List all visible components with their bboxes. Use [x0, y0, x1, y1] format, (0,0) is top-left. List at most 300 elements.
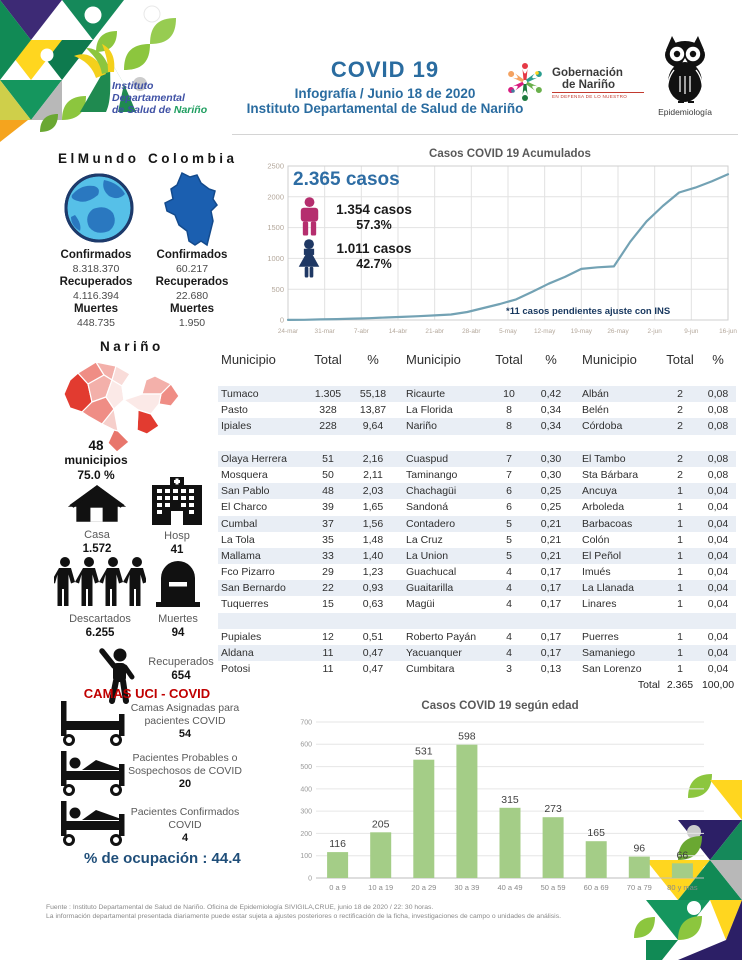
table-cell: 0,47: [350, 645, 396, 661]
table-cell: El Charco: [221, 501, 268, 514]
colombia-recuperados-value: 22.680: [175, 289, 209, 302]
table-cell: Ancuya: [572, 483, 660, 499]
table-cell: Cuaspud: [396, 451, 488, 467]
svg-text:80 y mas: 80 y mas: [667, 883, 698, 892]
table-cell: Mallama: [218, 548, 306, 564]
table-cell: 2: [660, 451, 700, 467]
house-icon: [66, 482, 128, 524]
male-cases-value: 1.354 casos: [336, 202, 412, 217]
table-cell: 0,21: [540, 533, 562, 546]
table-cell: Pasto: [221, 404, 248, 417]
table-cell: 0,08: [700, 386, 736, 402]
table-cell: 2: [677, 404, 683, 417]
tombstone-icon: [151, 558, 205, 608]
table-cell: 4: [506, 630, 512, 643]
table-cell: 2: [677, 468, 683, 481]
table-cell: Tuquerres: [221, 598, 269, 611]
female-icon: [294, 239, 324, 278]
female-cases-pct: 42.7%: [356, 257, 392, 271]
table-header-municipio-3: Municipio: [582, 352, 637, 367]
footer: [46, 903, 646, 921]
gobernacion-tagline: EN DEFENSA DE LO NUESTRO: [552, 92, 644, 99]
table-cell: 4: [506, 566, 512, 579]
table-cell: Cumbal: [218, 516, 306, 532]
table-cell-empty: [350, 435, 396, 451]
recuperados-label: Recuperados: [148, 656, 214, 668]
table-header-municipio-1: Municipio: [221, 352, 276, 367]
svg-text:315: 315: [501, 793, 519, 806]
table-cell: 0,04: [707, 630, 729, 643]
table-cell: 0,04: [707, 663, 729, 676]
table-cell: La Union: [396, 548, 488, 564]
svg-text:31-mar: 31-mar: [314, 328, 335, 335]
table-cell: Guaitarilla: [396, 580, 488, 596]
table-cell: 7: [488, 451, 530, 467]
world-recuperados-label: Recuperados: [59, 276, 133, 288]
header-divider: [232, 134, 738, 135]
svg-text:1500: 1500: [267, 223, 284, 233]
table-cell: 1: [677, 663, 683, 676]
ocupacion-text: % de ocupación : 44.4: [84, 850, 241, 867]
table-cell: 4: [506, 598, 512, 611]
table-cell: El Tambo: [572, 451, 660, 467]
table-cell: 0,30: [540, 468, 562, 481]
camas-item-2-label: Pacientes Probables o Sospechosos de COVID: [128, 752, 242, 777]
table-cell: Guachucal: [406, 566, 457, 579]
svg-text:600: 600: [300, 741, 312, 749]
svg-text:531: 531: [415, 745, 433, 758]
table-cell: 0,04: [707, 501, 729, 514]
svg-text:21-abr: 21-abr: [425, 328, 444, 335]
owl-icon: [652, 36, 718, 104]
table-cell: Arboleda: [582, 501, 625, 514]
table-cell: 1,23: [362, 566, 384, 579]
female-cases-value: 1.011 casos: [336, 241, 412, 256]
camas-item-1-value: 54: [178, 728, 192, 740]
table-cell: Linares: [582, 598, 617, 611]
table-cell: Pupiales: [221, 630, 262, 643]
colombia-confirmados-label: Confirmados: [156, 249, 228, 261]
age-chart-title: Casos COVID 19 según edad: [421, 700, 579, 712]
world-confirmados-label: Confirmados: [60, 249, 132, 261]
table-cell-empty: [306, 677, 350, 693]
table-cell: 0,42: [530, 386, 572, 402]
descartados-stat: [52, 556, 148, 640]
table-cell: 9,64: [350, 418, 396, 434]
table-cell: 0,25: [540, 501, 562, 514]
table-cell: 1,65: [362, 501, 384, 514]
table-cell-empty: [218, 435, 306, 451]
camas-item-3: [126, 806, 244, 845]
svg-text:100: 100: [300, 853, 312, 861]
svg-text:598: 598: [458, 730, 476, 743]
table-cell: 1,48: [362, 533, 384, 546]
footer-line2: La información departamental presentada diariamente puede estar sujeta a ajustes posteriores o rectificación de la ficha, investigaciones de campo o unidades de análisis.: [46, 913, 561, 920]
table-cell: 33: [306, 548, 350, 564]
table-cell: 0,08: [700, 418, 736, 434]
table-cell: 1: [660, 580, 700, 596]
camas-item-2: [118, 752, 252, 791]
page-title: COVID 19: [330, 57, 440, 82]
table-cell: 0,04: [700, 580, 736, 596]
colombia-confirmados-value: 60.217: [175, 262, 209, 275]
table-header-total-1: Total: [314, 352, 342, 367]
table-cell: Ricaurte: [396, 386, 488, 402]
table-cell: Olaya Herrera: [218, 451, 306, 467]
svg-text:500: 500: [300, 763, 312, 771]
empty-bed-icon: [58, 700, 128, 746]
table-cell-empty: [218, 613, 306, 629]
svg-text:14-abr: 14-abr: [388, 328, 408, 335]
muertes-stat: [146, 558, 210, 640]
table-cell: 0,13: [540, 663, 562, 676]
table-cell: 0,34: [530, 418, 572, 434]
municipios-pct: 75.0 %: [77, 468, 115, 482]
world-heading: ElMundo: [58, 151, 140, 166]
table-cell-empty: [530, 677, 572, 693]
colombia-recuperados-label: Recuperados: [155, 276, 229, 288]
table-cell: 0,25: [530, 483, 572, 499]
table-cell: 1: [660, 645, 700, 661]
svg-text:60 a 69: 60 a 69: [583, 883, 609, 892]
table-cell: 2,11: [363, 468, 383, 481]
table-cell: 1,40: [350, 548, 396, 564]
camas-item-3-value: 4: [181, 832, 189, 844]
table-cell-empty: [350, 677, 396, 693]
table-cell: 0,47: [362, 663, 384, 676]
world-confirmados-value: 8.318.370: [72, 262, 120, 275]
recuperados-stat: [138, 656, 224, 683]
table-cell: 48: [306, 483, 350, 499]
total-cases-label: 2.365 casos: [293, 169, 400, 190]
table-cell: 0,08: [707, 468, 729, 481]
colombia-muertes-label: Muertes: [169, 303, 215, 315]
svg-text:10 a 19: 10 a 19: [368, 883, 394, 892]
svg-text:9-jun: 9-jun: [684, 328, 699, 335]
svg-text:30 a 39: 30 a 39: [454, 883, 480, 892]
table-cell: La Llanada: [572, 580, 660, 596]
table-cell-empty: [306, 435, 350, 451]
table-cell: San Pablo: [218, 483, 306, 499]
table-cell: Roberto Payán: [406, 630, 477, 643]
svg-text:7-abr: 7-abr: [353, 328, 369, 335]
table-cell: 1: [677, 598, 683, 611]
male-cases-block: [326, 202, 422, 232]
casa-label: Casa: [84, 529, 110, 541]
camas-title: CAMAS UCI - COVID: [83, 686, 211, 701]
table-cell: Yacuanquer: [396, 645, 488, 661]
colombia-heading: Colombia: [148, 151, 238, 166]
municipios-word: municipios: [64, 453, 128, 467]
table-cell: 1: [660, 516, 700, 532]
table-cell: 5: [488, 548, 530, 564]
world-muertes-label: Muertes: [73, 303, 119, 315]
table-cell: 0,04: [707, 566, 729, 579]
table-cell: Mosquera: [221, 468, 268, 481]
table-cell: Sta Bárbara: [582, 468, 639, 481]
svg-text:165: 165: [587, 827, 605, 840]
table-cell: Chachagüi: [396, 483, 488, 499]
gobernacion-line1: Gobernación: [552, 67, 623, 79]
muertes-label: Muertes: [158, 613, 198, 625]
table-cell: Ipiales: [218, 418, 306, 434]
table-cell: 35: [322, 533, 334, 546]
table-cell: Aldana: [218, 645, 306, 661]
svg-text:96: 96: [633, 842, 646, 855]
svg-text:40 a 49: 40 a 49: [497, 883, 523, 892]
svg-text:700: 700: [300, 719, 312, 727]
svg-text:273: 273: [544, 803, 562, 816]
camas-item-1-label: Camas Asignadas para pacientes COVID: [130, 702, 240, 727]
world-stats: [42, 249, 150, 330]
table-cell-empty: [396, 677, 488, 693]
table-cell: Belén: [582, 404, 609, 417]
table-cell: Albán: [572, 386, 660, 402]
table-cell-empty: [488, 677, 530, 693]
table-cell-empty: [350, 613, 396, 629]
table-cell: 0,04: [700, 548, 736, 564]
table-cell: 4: [488, 645, 530, 661]
svg-text:2000: 2000: [267, 192, 284, 202]
table-header-pct-2: %: [545, 352, 557, 367]
table-cell: Imués: [582, 566, 611, 579]
table-cell: Nariño: [396, 418, 488, 434]
narino-municipios-block: [50, 438, 142, 483]
age-chart-svg: [290, 712, 712, 894]
svg-text:20 a 29: 20 a 29: [411, 883, 437, 892]
colombia-map-icon: [156, 170, 222, 250]
gobernacion-line2: de Nariño: [562, 79, 616, 91]
table-cell-empty: [660, 435, 700, 451]
table-cell: El Peñol: [572, 548, 660, 564]
table-cell: 1: [677, 501, 683, 514]
descartados-label: Descartados: [69, 613, 131, 625]
camas-item-1: [126, 702, 244, 741]
table-cell: 0,17: [530, 645, 572, 661]
table-cell: 1: [660, 548, 700, 564]
svg-text:24-mar: 24-mar: [277, 328, 299, 335]
hosp-stat: [142, 477, 212, 557]
table-cell: 6: [488, 483, 530, 499]
table-cell: 0,21: [530, 548, 572, 564]
table-cell: 0,04: [707, 533, 729, 546]
table-cell: Sandoná: [406, 501, 449, 514]
table-cell: San Lorenzo: [582, 663, 642, 676]
table-cell: 0,17: [540, 566, 562, 579]
table-cell: 1: [677, 630, 683, 643]
svg-text:66: 66: [676, 849, 689, 862]
svg-text:500: 500: [271, 284, 284, 294]
table-total-cell: 100,00: [701, 679, 735, 692]
epidemiologia-label: Epidemiología: [658, 107, 712, 117]
gobernacion-logo-text: [552, 67, 644, 99]
svg-text:200: 200: [300, 830, 312, 838]
institute-logo-line3: de Salud de Nariño: [112, 104, 208, 116]
male-icon: [296, 197, 323, 236]
table-header-pct-3: %: [712, 352, 724, 367]
svg-text:205: 205: [371, 818, 390, 831]
table-cell: 0,63: [362, 598, 384, 611]
institute-logo-accent: Nariño: [173, 104, 208, 116]
table-cell: 11: [322, 663, 334, 676]
table-cell: San Bernardo: [218, 580, 306, 596]
svg-text:16-jun: 16-jun: [719, 328, 737, 335]
camas-item-3-label: Pacientes Confirmados COVID: [130, 806, 240, 831]
table-header-municipio-2: Municipio: [406, 352, 461, 367]
table-cell: 0,04: [700, 483, 736, 499]
table-cell: 55,18: [350, 386, 396, 402]
descartados-value: 6.255: [85, 627, 115, 639]
table-cell: 5: [506, 533, 512, 546]
table-cell: 3: [506, 663, 512, 676]
table-cell-empty: [306, 613, 350, 629]
patient-bed-icon: [58, 800, 128, 846]
table-cell: Taminango: [406, 468, 458, 481]
hosp-label: Hosp: [164, 530, 190, 542]
table-total-cell: 2.365: [666, 679, 694, 692]
page-subtitle2: Instituto Departamental de Salud de Nariño: [246, 101, 524, 116]
hospital-icon: [150, 477, 204, 525]
table-cell-empty: [700, 613, 736, 629]
table-cell: 1: [660, 483, 700, 499]
institute-logo-line1: Instituto: [112, 80, 154, 92]
table-cell-empty: [488, 613, 530, 629]
world-muertes-value: 448.735: [77, 316, 115, 329]
table-cell-empty: [572, 435, 660, 451]
table-cell: 0,17: [540, 598, 562, 611]
svg-text:0 a 9: 0 a 9: [329, 883, 346, 892]
table-cell: Puerres: [582, 630, 619, 643]
table-cell: 1,56: [350, 516, 396, 532]
page-subtitle: Infografía / Junio 18 de 2020: [294, 86, 476, 101]
table-cell: 4: [488, 580, 530, 596]
table-cell: 13,87: [359, 404, 387, 417]
table-cell: 11: [306, 645, 350, 661]
hosp-value: 41: [170, 544, 184, 556]
casa-value: 1.572: [82, 543, 112, 555]
table-cell-empty: [488, 435, 530, 451]
table-cell: La Cruz: [406, 533, 443, 546]
footer-line1: Fuente : Instituto Departamental de Salud de Nariño. Oficina de Epidemiología SIVIGILA,CRUE, junio 18 de 2020 / 22: 30 horas.: [46, 904, 434, 911]
svg-text:2-jun: 2-jun: [647, 328, 662, 335]
svg-text:300: 300: [300, 808, 312, 816]
table-cell: 29: [322, 566, 334, 579]
table-cell: 2,03: [350, 483, 396, 499]
ins-note: *11 casos pendientes ajuste con INS: [506, 306, 671, 317]
colombia-stats: [144, 249, 240, 330]
table-cell: 0,04: [700, 645, 736, 661]
municipios-table: [218, 348, 736, 694]
table-cell-empty: [530, 435, 572, 451]
table-cell-empty: [530, 613, 572, 629]
table-cell: 0,30: [530, 451, 572, 467]
table-cell: 0,17: [530, 580, 572, 596]
svg-text:70 a 79: 70 a 79: [626, 883, 652, 892]
table-cell: Potosi: [221, 663, 251, 676]
table-cell: La Tola: [221, 533, 255, 546]
table-cell: 0,51: [362, 630, 384, 643]
svg-text:28-abr: 28-abr: [462, 328, 481, 335]
table-cell: 39: [322, 501, 334, 514]
accumulated-chart-title: Casos COVID 19 Acumulados: [429, 148, 591, 160]
table-cell: 10: [488, 386, 530, 402]
table-cell: 0,04: [707, 598, 729, 611]
table-cell: 0,04: [700, 516, 736, 532]
table-cell: 12: [322, 630, 334, 643]
page-title-block: [245, 57, 525, 116]
svg-text:1000: 1000: [267, 254, 284, 263]
table-cell-empty: [700, 435, 736, 451]
table-cell: 0,08: [707, 404, 729, 417]
table-cell: Tumaco: [218, 386, 306, 402]
svg-text:116: 116: [329, 838, 346, 851]
table-cell: Colón: [582, 533, 610, 546]
table-cell-empty: [218, 677, 306, 693]
table-cell: 5: [488, 516, 530, 532]
table-cell-empty: [396, 435, 488, 451]
world-recuperados-value: 4.116.394: [73, 289, 119, 302]
svg-text:50 a 59: 50 a 59: [540, 883, 566, 892]
table-cell: 328: [319, 404, 337, 417]
table-cell: 1: [677, 533, 683, 546]
svg-text:2500: 2500: [267, 161, 284, 171]
table-header-spacer: [218, 372, 736, 386]
table-header-pct-1: %: [367, 352, 379, 367]
svg-text:5-may: 5-may: [499, 328, 517, 335]
table-cell-empty: [396, 613, 488, 629]
table-cell-empty: [572, 613, 660, 629]
gobernacion-star-icon: [502, 55, 548, 113]
female-cases-block: [326, 241, 422, 271]
table-cell: 0,08: [700, 451, 736, 467]
table-cell: 37: [306, 516, 350, 532]
institute-logo-text: [112, 80, 242, 116]
table-cell: 51: [306, 451, 350, 467]
institute-logo-line2: Departamental: [112, 92, 185, 104]
table-cell: 0,21: [530, 516, 572, 532]
table-cell: 22: [306, 580, 350, 596]
svg-text:0: 0: [308, 875, 312, 883]
table-header-total-2: Total: [495, 352, 523, 367]
table-cell: 2,16: [350, 451, 396, 467]
table-cell: 0,34: [540, 404, 562, 417]
table-cell: Magüi: [406, 598, 435, 611]
muertes-value: 94: [171, 627, 185, 639]
table-cell: Cumbitara: [406, 663, 455, 676]
table-cell: 228: [306, 418, 350, 434]
table-cell: 6: [506, 501, 512, 514]
table-cell: Barbacoas: [572, 516, 660, 532]
table-header-total-3: Total: [666, 352, 694, 367]
table-cell: 2: [660, 386, 700, 402]
svg-text:0: 0: [279, 315, 284, 325]
table-cell: Córdoba: [572, 418, 660, 434]
table-cell: La Florida: [406, 404, 453, 417]
table-cell: 50: [322, 468, 334, 481]
colombia-muertes-value: 1.950: [178, 316, 206, 329]
male-cases-pct: 57.3%: [356, 218, 392, 232]
camas-item-2-value: 20: [178, 778, 192, 790]
table-cell: 2: [660, 418, 700, 434]
recuperados-value: 654: [171, 670, 191, 682]
people-group-icon: [54, 556, 146, 608]
svg-text:12-may: 12-may: [534, 328, 556, 335]
svg-text:19-may: 19-may: [570, 328, 592, 335]
municipios-count: 48: [88, 438, 104, 453]
svg-text:400: 400: [300, 786, 312, 794]
table-cell-empty: [660, 613, 700, 629]
table-cell: 1.305: [306, 386, 350, 402]
